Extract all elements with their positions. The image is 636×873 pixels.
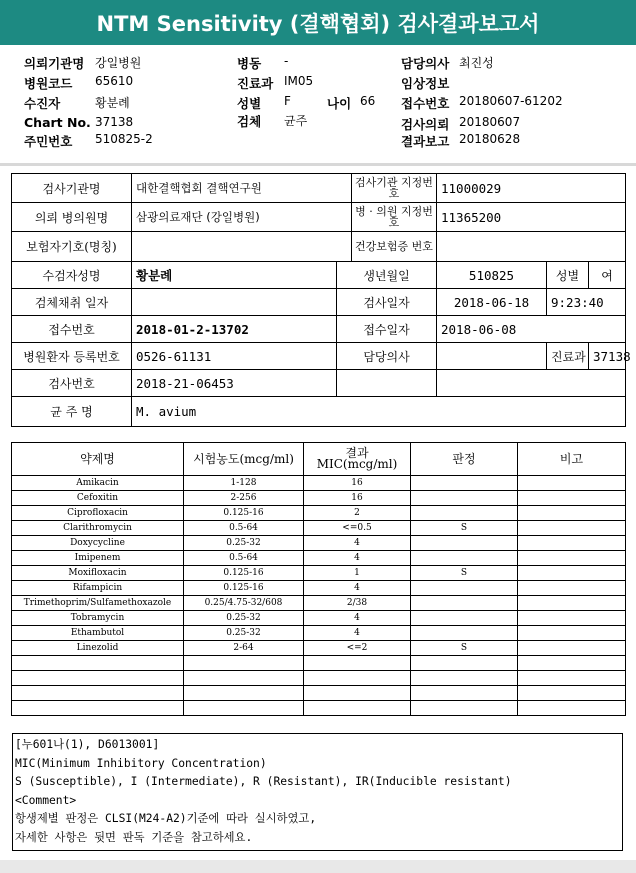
header-report-value: 20180628 — [459, 132, 521, 146]
receipt-date-label: 접수일자 — [337, 316, 437, 343]
test-range: 2-256 — [184, 491, 304, 506]
table-row — [12, 641, 626, 656]
memo-line: S (Susceptible), I (Intermediate), R (Resistant), IR(Inducible resistant) — [15, 775, 512, 788]
table-row — [12, 686, 626, 701]
receipt-date-value: 2018-06-08 — [437, 316, 626, 343]
memo-line: [누601나(1), D6013001] — [15, 738, 160, 751]
doctor-value — [437, 343, 547, 370]
remark — [518, 506, 626, 521]
header-specimen-label: 검체 — [237, 114, 262, 129]
remark — [518, 566, 626, 581]
table-row — [12, 581, 626, 596]
header-dept-value: IM05 — [284, 74, 314, 88]
patient-label: 수검자성명 — [12, 262, 132, 289]
report-title: NTM Sensitivity (결핵협회) 검사결과보고서 — [0, 0, 636, 45]
header-dept-label: 진료과 — [237, 76, 274, 91]
test-no-value: 2018-21-06453 — [132, 370, 337, 397]
test-range — [184, 656, 304, 671]
lab-name-label: 검사기관명 — [12, 174, 132, 203]
remark — [518, 611, 626, 626]
header-ssn-value: 510825-2 — [95, 132, 153, 146]
reg-no-value: 0526-61131 — [132, 343, 337, 370]
sex-label: 성별 — [547, 262, 589, 289]
sex-value: 여 — [589, 262, 626, 289]
memo-line: 자세한 사항은 뒷면 판독 기준을 참고하세요. — [15, 830, 253, 844]
insured-label: 보험자기호(명칭) — [12, 232, 132, 262]
header-mic: 결과 MIC(mcg/ml) — [304, 443, 411, 476]
table-row — [12, 551, 626, 566]
remark — [518, 536, 626, 551]
header-ward-label: 병동 — [237, 56, 262, 71]
header-ward-value: - — [284, 54, 289, 68]
remark — [518, 581, 626, 596]
mic-result: 4 — [304, 551, 411, 566]
test-range: 0.5-64 — [184, 521, 304, 536]
header-drug: 약제명 — [12, 443, 184, 476]
test-range — [184, 671, 304, 686]
test-range: 0.25/4.75-32/608 — [184, 596, 304, 611]
interpretation — [411, 581, 518, 596]
interpretation — [411, 626, 518, 641]
memo-line: MIC(Minimum Inhibitory Concentration) — [15, 756, 267, 770]
mic-result: 16 — [304, 491, 411, 506]
interpretation — [411, 671, 518, 686]
mic-result: 2/38 — [304, 596, 411, 611]
drug-name: Cefoxitin — [12, 491, 184, 506]
test-range: 0.25-32 — [184, 611, 304, 626]
drug-name: Trimethoprim/Sulfamethoxazole — [12, 596, 184, 611]
strain-value: M. avium — [132, 397, 626, 427]
header-hospital-value: 강일병원 — [95, 56, 142, 70]
header-report-label: 결과보고 — [401, 134, 450, 149]
header-interpretation: 판정 — [411, 443, 518, 476]
test-range: 2-64 — [184, 641, 304, 656]
drug-table — [11, 442, 626, 716]
table-row — [12, 506, 626, 521]
remark — [518, 671, 626, 686]
mic-result: 1 — [304, 566, 411, 581]
hosp-reg-label: 병 · 의원 지정번호 — [352, 203, 437, 232]
mic-result: 4 — [304, 536, 411, 551]
remark — [518, 686, 626, 701]
drug-name: Tobramycin — [12, 611, 184, 626]
test-range: 0.5-64 — [184, 551, 304, 566]
table-row — [12, 536, 626, 551]
table-row — [12, 611, 626, 626]
header-doctor-value: 최진성 — [459, 56, 494, 70]
test-range: 0.25-32 — [184, 626, 304, 641]
header-age-value: 66 — [360, 94, 376, 108]
mic-result: 2 — [304, 506, 411, 521]
header-sex-value: F — [284, 94, 291, 108]
test-time-value: 9:23:40 — [547, 289, 626, 316]
test-no-label: 검사번호 — [12, 370, 132, 397]
header-chart-label: Chart No. — [24, 115, 91, 130]
empty-cell — [437, 370, 626, 397]
mic-result: <=0.5 — [304, 521, 411, 536]
test-range — [184, 701, 304, 716]
mic-result: <=2 — [304, 641, 411, 656]
remark — [518, 551, 626, 566]
interpretation — [411, 701, 518, 716]
lab-reg-label: 검사기관 지정번호 — [352, 174, 437, 203]
header-remark: 비고 — [518, 443, 626, 476]
interpretation — [411, 536, 518, 551]
mic-result: 4 — [304, 611, 411, 626]
footer-divider — [0, 860, 636, 873]
drug-name: Moxifloxacin — [12, 566, 184, 581]
header-request-label: 검사의뢰 — [401, 117, 450, 132]
drug-name: Ethambutol — [12, 626, 184, 641]
reg-no-label: 병원환자 등록번호 — [12, 343, 132, 370]
header-sex-label: 성별 — [237, 96, 262, 111]
table-row — [12, 491, 626, 506]
lab-reg-value: 11000029 — [437, 174, 626, 203]
test-date-value: 2018-06-18 — [437, 289, 547, 316]
interpretation — [411, 596, 518, 611]
header-hospital-label: 의뢰기관명 — [24, 56, 85, 71]
test-range — [184, 686, 304, 701]
header-receipt-value: 20180607-61202 — [459, 94, 563, 108]
test-range: 0.25-32 — [184, 536, 304, 551]
hospital-value: 삼광의료재단 (강일병원) — [132, 203, 352, 232]
remark — [518, 596, 626, 611]
test-range: 0.125-16 — [184, 566, 304, 581]
drug-name: Ciprofloxacin — [12, 506, 184, 521]
header-ssn-label: 주민번호 — [24, 134, 73, 149]
drug-name: Rifampicin — [12, 581, 184, 596]
remark — [518, 476, 626, 491]
table-row — [12, 656, 626, 671]
drug-name — [12, 701, 184, 716]
mic-result — [304, 656, 411, 671]
mic-result: 16 — [304, 476, 411, 491]
table-row — [12, 626, 626, 641]
header-clinical-label: 임상정보 — [401, 76, 450, 91]
mic-result — [304, 686, 411, 701]
info-table — [11, 173, 631, 427]
memo-line: <Comment> — [15, 793, 77, 807]
doctor-label: 담당의사 — [337, 343, 437, 370]
remark — [518, 701, 626, 716]
hospital-label: 의뢰 병의원명 — [12, 203, 132, 232]
drug-name — [12, 656, 184, 671]
drug-name: Linezolid — [12, 641, 184, 656]
interpretation — [411, 506, 518, 521]
table-row — [12, 596, 626, 611]
interpretation — [411, 491, 518, 506]
ins-no-label: 건강보험증 번호 — [352, 232, 437, 262]
table-row — [12, 671, 626, 686]
report-header — [0, 48, 636, 168]
interpretation: S — [411, 641, 518, 656]
interpretation — [411, 476, 518, 491]
receipt-no-label: 접수번호 — [12, 316, 132, 343]
header-code-value: 65610 — [95, 74, 134, 88]
drug-name — [12, 671, 184, 686]
table-row — [12, 701, 626, 716]
header-chart-value: 37138 — [95, 115, 134, 129]
mic-result — [304, 701, 411, 716]
memo-box — [12, 733, 623, 851]
mic-result: 4 — [304, 581, 411, 596]
header-code-label: 병원코드 — [24, 76, 73, 91]
interpretation: S — [411, 521, 518, 536]
header-divider — [0, 163, 636, 166]
drug-name: Imipenem — [12, 551, 184, 566]
remark — [518, 491, 626, 506]
header-request-value: 20180607 — [459, 115, 521, 129]
drug-name — [12, 686, 184, 701]
interpretation — [411, 656, 518, 671]
table-row — [12, 476, 626, 491]
lab-name-value: 대한결핵협회 결핵연구원 — [132, 174, 352, 203]
header-range: 시험농도(mcg/ml) — [184, 443, 304, 476]
collect-label: 검체채취 일자 — [12, 289, 132, 316]
test-date-label: 검사일자 — [337, 289, 437, 316]
ins-no-value — [437, 232, 626, 262]
remark — [518, 626, 626, 641]
collect-value — [132, 289, 337, 316]
patient-value: 황분례 — [132, 262, 337, 289]
interpretation: S — [411, 566, 518, 581]
drug-name: Clarithromycin — [12, 521, 184, 536]
strain-label: 균 주 명 — [12, 397, 132, 427]
remark — [518, 641, 626, 656]
header-receipt-label: 접수번호 — [401, 96, 450, 111]
table-row — [12, 566, 626, 581]
header-specimen-value: 균주 — [284, 114, 308, 128]
insured-value — [132, 232, 352, 262]
interpretation — [411, 611, 518, 626]
header-doctor-label: 담당의사 — [401, 56, 450, 71]
header-age-label: 나이 — [327, 96, 352, 111]
empty-cell — [337, 370, 437, 397]
table-row — [12, 521, 626, 536]
drug-name: Doxycycline — [12, 536, 184, 551]
header-patient-label: 수진자 — [24, 96, 61, 111]
drug-name: Amikacin — [12, 476, 184, 491]
mic-result — [304, 671, 411, 686]
header-patient-value: 황분례 — [95, 96, 130, 110]
remark — [518, 521, 626, 536]
dept-label: 진료과 — [547, 343, 589, 370]
test-range: 0.125-16 — [184, 581, 304, 596]
test-range: 1-128 — [184, 476, 304, 491]
dob-value: 510825 — [437, 262, 547, 289]
hosp-reg-value: 11365200 — [437, 203, 626, 232]
receipt-no-value: 2018-01-2-13702 — [132, 316, 337, 343]
dob-label: 생년월일 — [337, 262, 437, 289]
interpretation — [411, 686, 518, 701]
dept-value: 37138 — [589, 343, 626, 370]
test-range: 0.125-16 — [184, 506, 304, 521]
mic-result: 4 — [304, 626, 411, 641]
interpretation — [411, 551, 518, 566]
memo-line: 항생제별 판정은 CLSI(M24-A2)기준에 따라 실시하였고, — [15, 812, 317, 825]
remark — [518, 656, 626, 671]
